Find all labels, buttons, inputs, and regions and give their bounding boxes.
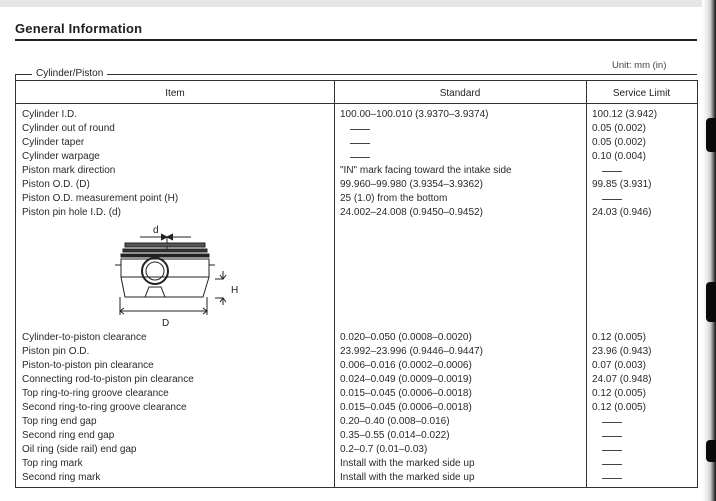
empty-value-dash <box>602 436 622 437</box>
cell-item: Piston-to-piston pin clearance <box>22 360 154 371</box>
unit-label: Unit: mm (in) <box>612 60 667 71</box>
column-divider <box>334 81 335 487</box>
cell-item: Cylinder I.D. <box>22 109 78 120</box>
cell-standard: 25 (1.0) from the bottom <box>340 193 448 204</box>
cell-limit: 23.96 (0.943) <box>592 346 652 357</box>
cell-limit: 100.12 (3.942) <box>592 109 658 120</box>
cell-standard: 0.2–0.7 (0.01–0.03) <box>340 444 428 455</box>
empty-value-dash <box>350 129 370 130</box>
diagram-label-d: d <box>153 225 159 236</box>
cell-item: Piston pin O.D. <box>22 346 90 357</box>
empty-value-dash <box>602 464 622 465</box>
scan-right-edge <box>702 0 716 501</box>
cell-item: Cylinder out of round <box>22 123 115 134</box>
cell-standard: 99.960–99.980 (3.9354–3.9362) <box>340 179 483 190</box>
cell-limit: 99.85 (3.931) <box>592 179 652 190</box>
scan-edge-mark <box>706 282 716 322</box>
title-rule <box>15 39 697 41</box>
cell-standard: 0.015–0.045 (0.0006–0.0018) <box>340 388 472 399</box>
cell-standard: 0.006–0.016 (0.0002–0.0006) <box>340 360 472 371</box>
header-divider <box>16 103 697 104</box>
cell-item: Oil ring (side rail) end gap <box>22 444 137 455</box>
cell-item: Piston O.D. (D) <box>22 179 90 190</box>
section-label: Cylinder/Piston <box>32 68 107 79</box>
empty-value-dash <box>350 143 370 144</box>
cell-item: Top ring mark <box>22 458 83 469</box>
cell-item: Piston mark direction <box>22 165 116 176</box>
cell-item: Top ring-to-ring groove clearance <box>22 388 169 399</box>
cell-standard: "IN" mark facing toward the intake side <box>340 165 512 176</box>
cell-limit: 0.07 (0.003) <box>592 360 646 371</box>
diagram-label-d-outer: D <box>162 318 170 329</box>
cell-limit: 0.12 (0.005) <box>592 402 646 413</box>
cell-standard: Install with the marked side up <box>340 458 475 469</box>
cell-item: Connecting rod-to-piston pin clearance <box>22 374 194 385</box>
diagram-label-h: H <box>231 285 239 296</box>
empty-value-dash <box>602 450 622 451</box>
cell-item: Cylinder warpage <box>22 151 100 162</box>
column-header-limit: Service Limit <box>612 88 671 99</box>
empty-value-dash <box>602 171 622 172</box>
cell-limit: 24.07 (0.948) <box>592 374 652 385</box>
cell-standard: 100.00–100.010 (3.9370–3.9374) <box>340 109 489 120</box>
cell-standard: 0.35–0.55 (0.014–0.022) <box>340 430 450 441</box>
cell-standard: 23.992–23.996 (0.9446–0.9447) <box>340 346 483 357</box>
column-header-item: Item <box>165 88 185 99</box>
cell-standard: 0.020–0.050 (0.0008–0.0020) <box>340 332 472 343</box>
cell-standard: 0.015–0.045 (0.0006–0.0018) <box>340 402 472 413</box>
cell-item: Second ring mark <box>22 472 101 483</box>
piston-diagram <box>85 225 255 330</box>
empty-value-dash <box>602 199 622 200</box>
empty-value-dash <box>602 422 622 423</box>
cell-limit: 0.12 (0.005) <box>592 388 646 399</box>
cell-limit: 0.05 (0.002) <box>592 137 646 148</box>
cell-item: Top ring end gap <box>22 416 97 427</box>
cell-limit: 0.05 (0.002) <box>592 123 646 134</box>
cell-item: Cylinder-to-piston clearance <box>22 332 147 343</box>
cell-standard: Install with the marked side up <box>340 472 475 483</box>
cell-limit: 0.10 (0.004) <box>592 151 646 162</box>
empty-value-dash <box>350 157 370 158</box>
cell-limit: 24.03 (0.946) <box>592 207 652 218</box>
section-line <box>15 74 697 75</box>
cell-standard: 0.20–0.40 (0.008–0.016) <box>340 416 450 427</box>
cell-item: Piston pin hole I.D. (d) <box>22 207 121 218</box>
scan-edge-mark <box>706 440 716 462</box>
page-title: General Information <box>15 21 143 36</box>
cell-standard: 24.002–24.008 (0.9450–0.9452) <box>340 207 483 218</box>
empty-value-dash <box>602 478 622 479</box>
scan-top-strip <box>0 0 716 7</box>
scan-edge-mark <box>706 118 716 152</box>
column-header-standard: Standard <box>439 88 481 99</box>
cell-limit: 0.12 (0.005) <box>592 332 646 343</box>
cell-standard: 0.024–0.049 (0.0009–0.0019) <box>340 374 472 385</box>
cell-item: Piston O.D. measurement point (H) <box>22 193 179 204</box>
column-divider <box>586 81 587 487</box>
cell-item: Cylinder taper <box>22 137 85 148</box>
cell-item: Second ring end gap <box>22 430 115 441</box>
cell-item: Second ring-to-ring groove clearance <box>22 402 187 413</box>
